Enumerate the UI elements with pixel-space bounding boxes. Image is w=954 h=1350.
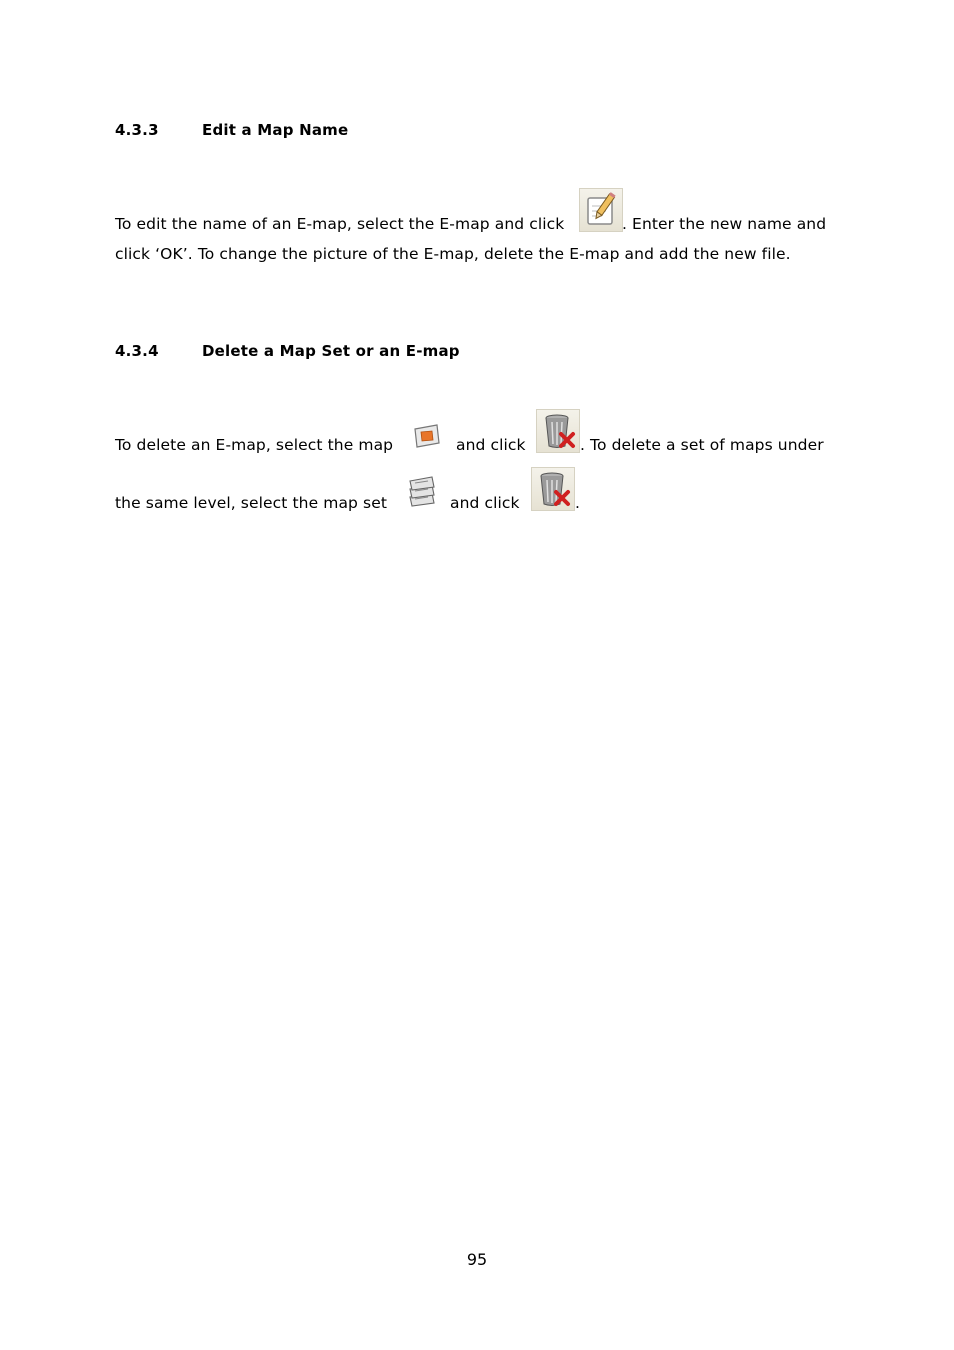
text-segment: . Enter the new name and [622, 215, 827, 233]
paragraph-line [115, 245, 791, 263]
text-segment: and click [450, 494, 520, 512]
map-icon [412, 423, 442, 453]
section-number: 4.3.3 [115, 121, 159, 139]
section-heading-4-3-3 [115, 121, 348, 139]
paragraph-line [115, 436, 393, 454]
paragraph-line [456, 436, 526, 454]
section-heading-4-3-4 [115, 342, 460, 360]
paragraph-line-tail [575, 494, 580, 512]
text-segment: To delete an E-map, select the map [115, 436, 394, 454]
map-set-icon [406, 475, 438, 513]
text-segment: . To delete a set of maps under [580, 436, 824, 454]
delete-icon [536, 409, 580, 453]
text-segment: click ‘OK’. To change the picture of the E-map, delete the E-map and add the new file. [115, 245, 791, 263]
paragraph-line-tail [580, 436, 824, 454]
delete-icon [531, 467, 575, 511]
text-segment: and click [456, 436, 526, 454]
paragraph-line [115, 494, 387, 512]
page-number: 95 [466, 1250, 488, 1269]
text-segment: To edit the name of an E-map, select the E-map and click [115, 215, 565, 233]
text-segment: the same level, select the map set [115, 494, 388, 512]
paragraph-line [115, 215, 564, 233]
edit-icon [579, 188, 623, 232]
section-title: Delete a Map Set or an E-map [202, 342, 460, 360]
paragraph-line [450, 494, 520, 512]
text-segment: . [575, 494, 581, 512]
section-title: Edit a Map Name [202, 121, 349, 139]
paragraph-line-tail [622, 215, 826, 233]
section-number: 4.3.4 [115, 342, 159, 360]
